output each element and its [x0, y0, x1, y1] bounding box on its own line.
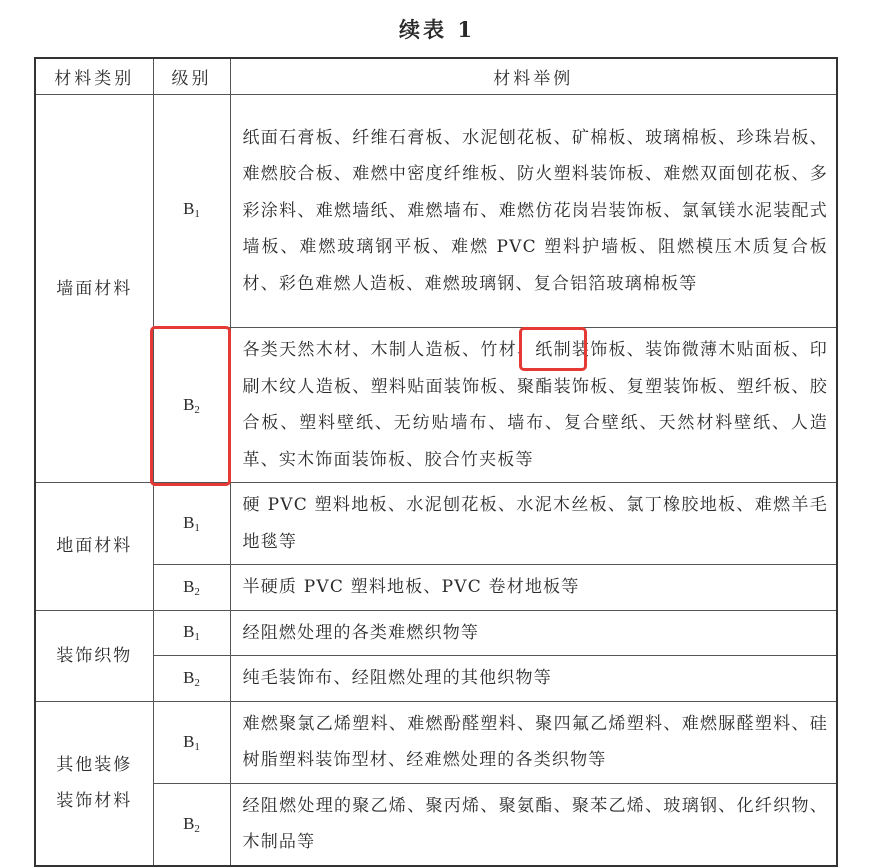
level-base: B — [183, 622, 195, 642]
examples-cell: 半硬质 PVC 塑料地板、PVC 卷材地板等 — [230, 565, 837, 611]
table-row — [35, 95, 837, 328]
table-row — [35, 783, 837, 866]
level-sub: 2 — [194, 676, 200, 689]
category-line: 其他装修 — [56, 755, 133, 775]
level-cell — [153, 610, 230, 656]
highlighted-text: 竹材 — [480, 340, 517, 360]
level-base: B — [183, 394, 195, 414]
level-sub: 1 — [194, 631, 200, 644]
level-sub: 1 — [194, 740, 200, 753]
level-base: B — [183, 667, 195, 687]
text-before: 各类天然木材、木制人造板、 — [242, 340, 481, 360]
category-cell — [35, 701, 153, 866]
table-title: 续表 1 — [399, 17, 475, 42]
table-row — [35, 328, 837, 483]
level-cell — [153, 783, 230, 866]
table-row — [35, 483, 837, 565]
examples-cell: 经阻燃处理的聚乙烯、聚丙烯、聚氨酯、聚苯乙烯、玻璃钢、化纤织物、木制品等 — [230, 783, 837, 866]
level-cell — [153, 328, 230, 483]
header-examples: 材料举例 — [230, 58, 837, 95]
table-row — [35, 610, 837, 656]
level-cell — [153, 565, 230, 611]
materials-table — [34, 57, 838, 867]
table-row — [35, 656, 837, 702]
level-base: B — [183, 576, 195, 596]
level-base: B — [183, 199, 195, 218]
examples-cell: 纯毛装饰布、经阻燃处理的其他织物等 — [230, 656, 837, 702]
level-cell — [153, 701, 230, 783]
header-category: 材料类别 — [35, 58, 153, 95]
category-cell: 装饰织物 — [35, 610, 153, 701]
examples-cell: 硬 PVC 塑料地板、水泥刨花板、水泥木丝板、氯丁橡胶地板、难燃羊毛地毯等 — [230, 483, 837, 565]
level-base: B — [183, 813, 195, 833]
level-sub: 2 — [194, 585, 200, 598]
level-base: B — [183, 513, 195, 532]
level-base: B — [183, 731, 195, 751]
level-sub: 2 — [194, 822, 200, 835]
category-line: 装饰材料 — [56, 791, 133, 811]
level-cell — [153, 483, 230, 565]
level-cell — [153, 656, 230, 702]
level-sub: 1 — [194, 208, 200, 220]
category-cell: 墙面材料 — [35, 95, 153, 483]
table-row — [35, 565, 837, 611]
examples-cell — [230, 328, 837, 483]
level-sub: 2 — [194, 403, 200, 416]
examples-cell: 难燃聚氯乙烯塑料、难燃酚醛塑料、聚四氟乙烯塑料、难燃脲醛塑料、硅树脂塑料装饰型材、经难燃处理的各类织物等 — [230, 701, 837, 783]
category-cell: 地面材料 — [35, 483, 153, 611]
examples-cell: 经阻燃处理的各类难燃织物等 — [230, 610, 837, 656]
text-after: 、纸制装饰板、装饰微薄木贴面板、印刷木纹人造板、塑料贴面装饰板、聚酯装饰板、复塑装饰板、塑纤板、胶合板、塑料壁纸、无纺贴墙布、墙布、复合壁纸、天然材料壁纸、人造革、实木饰面装饰板、胶合竹夹板等 — [242, 340, 828, 470]
table-row — [35, 701, 837, 783]
header-row — [35, 58, 837, 95]
examples-cell: 纸面石膏板、纤维石膏板、水泥刨花板、矿棉板、玻璃棉板、珍珠岩板、难燃胶合板、难燃中密度纤维板、防火塑料装饰板、难燃双面刨花板、多彩涂料、难燃墙纸、难燃墙布、难燃仿花岗岩装饰板、氯氧镁水泥装配式墙板、难燃玻璃钢平板、难燃 PVC 塑料护墙板、阻燃模压木质复合板材、彩色难燃人造板、难燃玻璃钢、复合铝箔玻璃棉板等 — [230, 95, 837, 328]
level-cell — [153, 95, 230, 328]
header-level: 级别 — [153, 58, 230, 95]
level-sub: 1 — [194, 522, 200, 534]
